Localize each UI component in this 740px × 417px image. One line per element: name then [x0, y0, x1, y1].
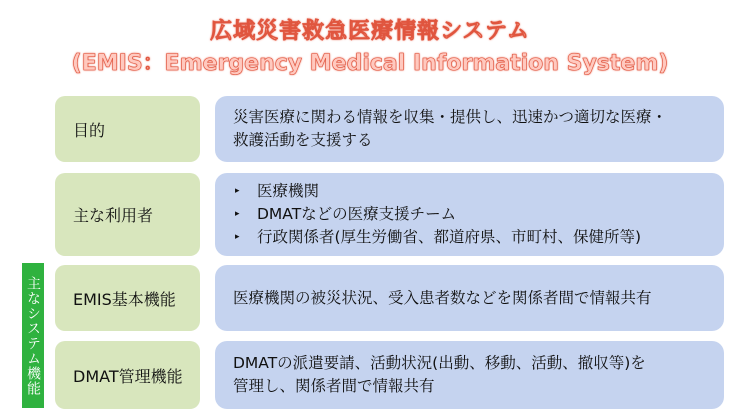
- list-item: ▸ DMATなどの医療支援チーム: [233, 203, 706, 226]
- row-body-dmat: [215, 341, 724, 409]
- row-label-users: 主な利用者: [55, 173, 200, 256]
- bullet-icon: ▸: [235, 232, 240, 242]
- users-list: [233, 180, 706, 249]
- row-label-dmat: DMAT管理機能: [55, 341, 200, 409]
- page-title: 広域災害救急医療情報システム: [210, 19, 530, 44]
- system-functions-side-label: 主なシステム機能: [22, 263, 44, 408]
- purpose-line-1: 災害医療に関わる情報を収集・提供し、迅速かつ適切な医療・: [233, 108, 668, 126]
- row-label-purpose: 目的: [55, 96, 200, 162]
- page-subtitle: (EMIS：Emergency Medical Information System): [71, 51, 669, 76]
- dmat-line-1: DMATの派遣要請、活動状況(出動、移動、活動、撤収等)を: [233, 354, 646, 372]
- bullet-icon: ▸: [235, 186, 240, 196]
- list-item: ▸ 医療機関: [233, 180, 706, 203]
- dmat-line-2: 管理し、関係者間で情報共有: [233, 377, 435, 395]
- list-item: ▸ 行政関係者(厚生労働省、都道府県、市町村、保健所等): [233, 226, 706, 249]
- row-label-emis-basic: EMIS基本機能: [55, 265, 200, 331]
- row-body-emis-basic: [215, 265, 724, 331]
- row-body-purpose: [215, 96, 724, 162]
- row-body-users: [215, 173, 724, 256]
- bullet-icon: ▸: [235, 209, 240, 219]
- purpose-line-2: 救護活動を支援する: [233, 131, 373, 149]
- emis-basic-line-1: 医療機関の被災状況、受入患者数などを関係者間で情報共有: [233, 288, 652, 307]
